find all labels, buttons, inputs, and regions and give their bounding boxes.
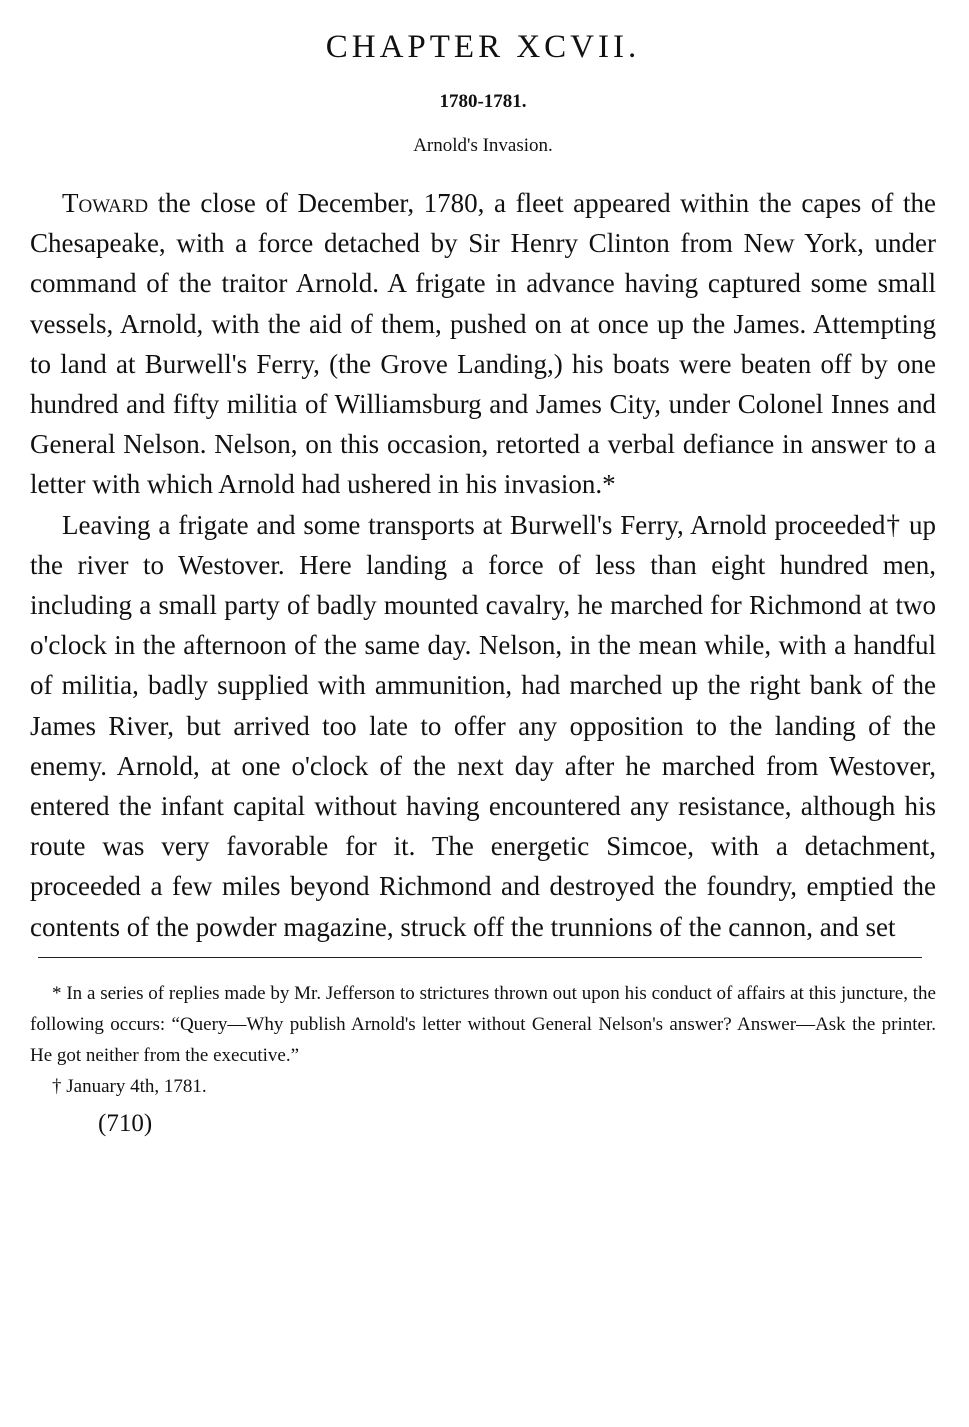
chapter-subtitle: Arnold's Invasion.	[413, 135, 553, 156]
body-text	[30, 183, 936, 947]
chapter-title: CHAPTER XCVII.	[325, 29, 641, 65]
paragraph-2: Leaving a frigate and some transports at Burwell's Ferry, Arnold proceeded† up the river to Westover. Here landing a force of less than eight hundred men, including a small party of badly mounted cavalry, he marched for Richmond at two o'clock in the afternoon of the same day. Nelson, in the mean while, with a handful of militia, badly supplied with ammunition, had marched up the right bank of the James River, but arrived too late to offer any opposition to the landing of the enemy. Arnold, at one o'clock of the next day after he marched from Westover, entered the infant capital without having encountered any resistance, although his route was very favorable for it. The energetic Simcoe, with a detachment, proceeded a few miles beyond Richmond and destroyed the foundry, emptied the contents of the powder magazine, struck off the trunnions of the cannon, and set	[30, 509, 936, 942]
page-number: (710)	[98, 1109, 153, 1137]
paragraph-1	[30, 183, 936, 505]
chapter-years: 1780-1781.	[439, 91, 527, 112]
footnotes	[30, 978, 936, 1102]
footnote-star: * In a series of replies made by Mr. Jefferson to strictures thrown out upon his conduct of affairs at this juncture, the following occurs: “Query—Why publish Arnold's letter without General Nelson's answer? Answer—Ask the printer. He got neither from the executive.”	[30, 982, 936, 1066]
paragraph-1-text: the close of December, 1780, a fleet appeared within the capes of the Chesapeake, with a force detached by Sir Henry Clinton from New York, under command of the traitor Arnold. A frigate in advance having captured some small vessels, Arnold, with the aid of them, pushed on at once up the James. Attempting to land at Burwell's Ferry, (the Grove Landing,) his boats were beaten off by one hundred and fifty militia of Williamsburg and James City, under Colonel Innes and General Nelson. Nelson, on this occasion, retorted a verbal defiance in answer to a letter with which Arnold had ushered in his invasion.*	[30, 188, 936, 500]
footnote-divider	[38, 957, 922, 958]
footnote-dagger: † January 4th, 1781.	[52, 1075, 207, 1097]
book-page	[30, 22, 936, 1140]
paragraph-1-lead-word: Toward	[62, 188, 149, 218]
